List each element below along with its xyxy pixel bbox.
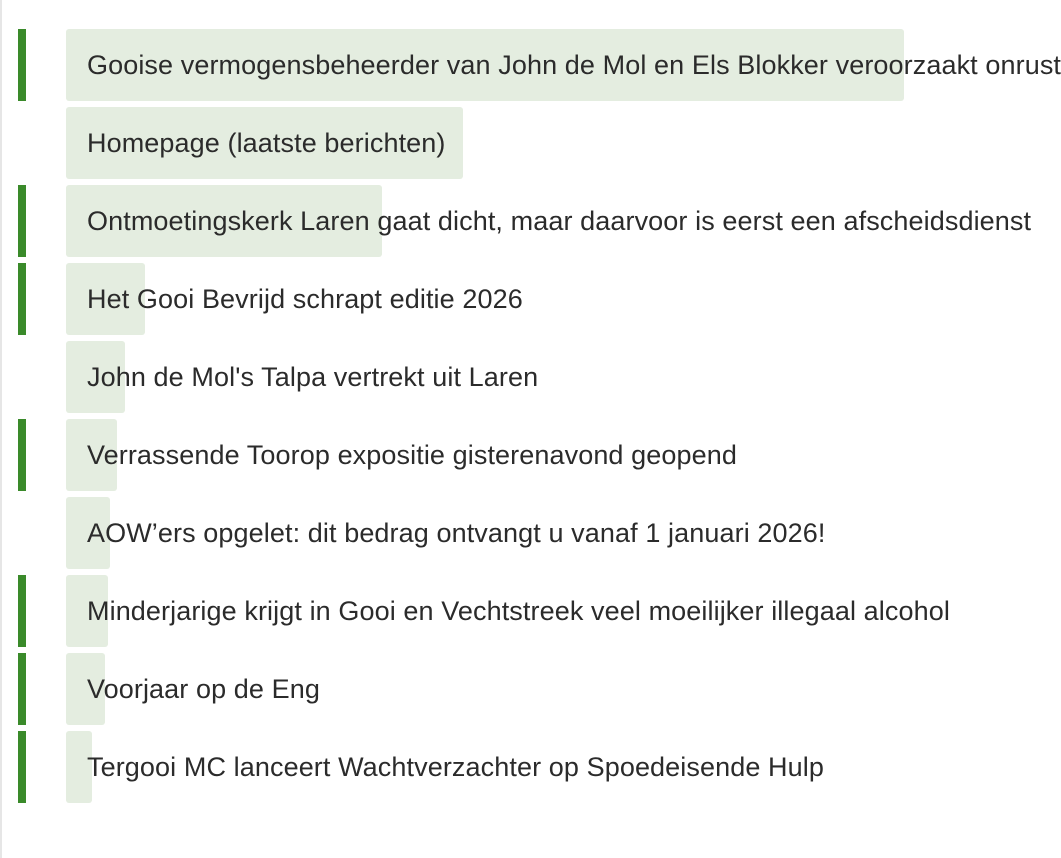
active-marker: [18, 575, 26, 647]
list-item-label[interactable]: Ontmoetingskerk Laren gaat dicht, maar daarvoor is eerst een afscheidsdienst: [87, 206, 1032, 236]
active-marker: [18, 653, 26, 725]
list-item-label[interactable]: Het Gooi Bevrijd schrapt editie 2026: [87, 284, 523, 314]
list-item-label[interactable]: AOW’ers opgelet: dit bedrag ontvangt u vanaf 1 januari 2026!: [87, 518, 826, 548]
active-marker: [18, 419, 26, 491]
list-item-label[interactable]: Verrassende Toorop expositie gisterenavond geopend: [87, 440, 737, 470]
list-item-label[interactable]: Tergooi MC lanceert Wachtverzachter op Spoedeisende Hulp: [87, 752, 824, 782]
list-item[interactable]: [0, 185, 1032, 257]
active-marker: [18, 731, 26, 803]
active-marker: [18, 185, 26, 257]
list-item[interactable]: [0, 575, 976, 647]
list-item-label[interactable]: Gooise vermogensbeheerder van John de Mol en Els Blokker veroorzaakt onrust: [87, 50, 1061, 80]
list-item[interactable]: [0, 341, 976, 413]
article-ranking-list: [0, 29, 1061, 809]
list-item[interactable]: [0, 29, 1061, 101]
list-item-label[interactable]: Minderjarige krijgt in Gooi en Vechtstreek veel moeilijker illegaal alcohol: [87, 596, 950, 626]
list-item[interactable]: [0, 731, 976, 803]
list-item-label[interactable]: Homepage (laatste berichten): [87, 128, 446, 158]
list-item-label[interactable]: Voorjaar op de Eng: [87, 674, 320, 704]
active-marker: [18, 29, 26, 101]
list-item[interactable]: [0, 653, 976, 725]
active-marker: [18, 263, 26, 335]
list-item[interactable]: [0, 497, 976, 569]
list-item[interactable]: [0, 263, 976, 335]
list-item-label[interactable]: John de Mol's Talpa vertrekt uit Laren: [87, 362, 539, 392]
list-item[interactable]: [0, 107, 976, 179]
list-item[interactable]: [0, 419, 976, 491]
